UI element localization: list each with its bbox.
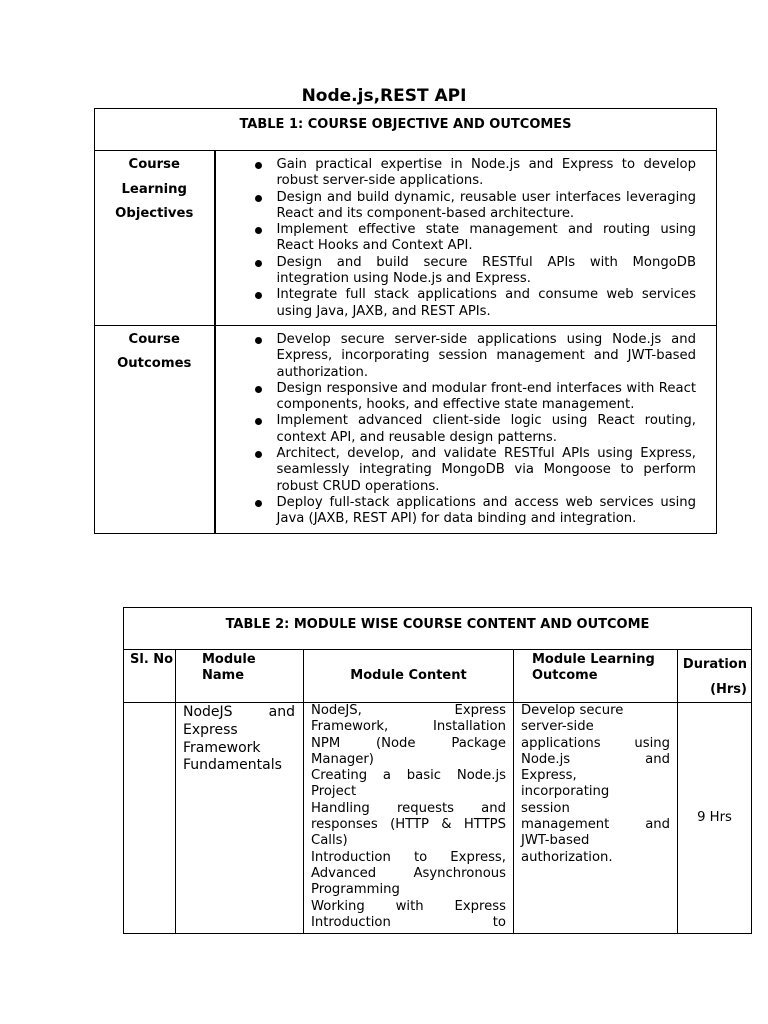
row-module-name: NodeJS and Express Framework Fundamentals bbox=[176, 703, 304, 934]
cell-line: Framework, Installation bbox=[311, 719, 506, 735]
list-item: Design responsive and modular front-end interfaces with React components, hooks, and effective state management. bbox=[216, 381, 697, 414]
list-item: Develop secure server-side applications using Node.js and Express, incorporating session management and JWT-based authorization. bbox=[216, 332, 697, 381]
cell-line: Programming bbox=[311, 882, 400, 898]
list-item: Design and build secure RESTful APIs with MongoDB integration using Node.js and Express. bbox=[216, 255, 697, 288]
cell-line: session bbox=[521, 800, 570, 816]
list-item: Implement advanced client-side logic using React routing, context API, and reusable design patterns. bbox=[216, 413, 697, 446]
cell-line: NodeJS, Express bbox=[311, 703, 506, 718]
document-title: Node.js,REST API bbox=[301, 86, 467, 106]
cell-line: authorization. bbox=[521, 849, 613, 865]
cell-line: server-side bbox=[521, 719, 594, 735]
objectives-label: Course Learning Objectives bbox=[95, 151, 215, 326]
module-content-table bbox=[123, 607, 752, 934]
cell-line: management and bbox=[521, 817, 670, 833]
cell-line: Introduction to Express, bbox=[311, 849, 506, 865]
objectives-list bbox=[216, 157, 697, 320]
outcomes-row bbox=[95, 325, 717, 533]
cell-line: Creating a basic Node.js bbox=[311, 768, 506, 784]
table-row bbox=[124, 703, 752, 934]
cell-line: Express, bbox=[521, 768, 577, 784]
list-item: Design and build dynamic, reusable user interfaces leveraging React and its component-based architecture. bbox=[216, 190, 697, 223]
objectives-row bbox=[95, 151, 717, 326]
cell-line: Handling requests and bbox=[311, 800, 506, 816]
cell-line: Working with Express bbox=[311, 898, 506, 914]
cell-line: Introduction to bbox=[311, 914, 506, 930]
cell-line: Node.js and bbox=[521, 751, 670, 767]
cell-line: Calls) bbox=[311, 833, 348, 849]
cell-line: responses (HTTP & HTTPS bbox=[311, 817, 506, 833]
outcomes-list bbox=[216, 332, 697, 528]
list-item: Deploy full-stack applications and access web services using Java (JAXB, REST API) for data binding and integration. bbox=[216, 495, 697, 528]
cell-line: Manager) bbox=[311, 751, 374, 767]
list-item: Gain practical expertise in Node.js and Express to develop robust server-side applications. bbox=[216, 157, 697, 190]
row-sl-no bbox=[124, 703, 176, 934]
header-module-name: Module Name bbox=[176, 650, 304, 703]
row-module-content bbox=[304, 703, 514, 934]
cell-line: JWT-based bbox=[521, 833, 590, 849]
list-item: Implement effective state management and routing using React Hooks and Context API. bbox=[216, 222, 697, 255]
row-duration: 9 Hrs bbox=[678, 703, 752, 934]
cell-line: incorporating bbox=[521, 784, 610, 800]
table1-caption: TABLE 1: COURSE OBJECTIVE AND OUTCOMES bbox=[95, 109, 717, 151]
header-sl-no: Sl. No bbox=[124, 650, 176, 703]
header-duration: Duration (Hrs) bbox=[678, 650, 752, 703]
table2-header-row bbox=[124, 650, 752, 703]
header-learning-outcome: Module Learning Outcome bbox=[514, 650, 678, 703]
cell-line: applications using bbox=[521, 735, 670, 751]
cell-line: Develop secure bbox=[521, 703, 624, 718]
list-item: Architect, develop, and validate RESTful APIs using Express, seamlessly integrating MongoDB via Mongoose to perform robust CRUD operations. bbox=[216, 446, 697, 495]
row-learning-outcome bbox=[514, 703, 678, 934]
list-item: Integrate full stack applications and consume web services using Java, JAXB, and REST APIs. bbox=[216, 287, 697, 320]
outcomes-list-cell bbox=[215, 325, 717, 533]
cell-line: Project bbox=[311, 784, 357, 800]
course-objectives-table bbox=[94, 108, 717, 534]
table2-caption: TABLE 2: MODULE WISE COURSE CONTENT AND OUTCOME bbox=[124, 608, 752, 650]
cell-line: NPM (Node Package bbox=[311, 735, 506, 751]
header-module-content: Module Content bbox=[304, 650, 514, 703]
cell-line: Advanced Asynchronous bbox=[311, 865, 506, 881]
outcomes-label: Course Outcomes bbox=[95, 325, 215, 533]
objectives-list-cell bbox=[215, 151, 717, 326]
